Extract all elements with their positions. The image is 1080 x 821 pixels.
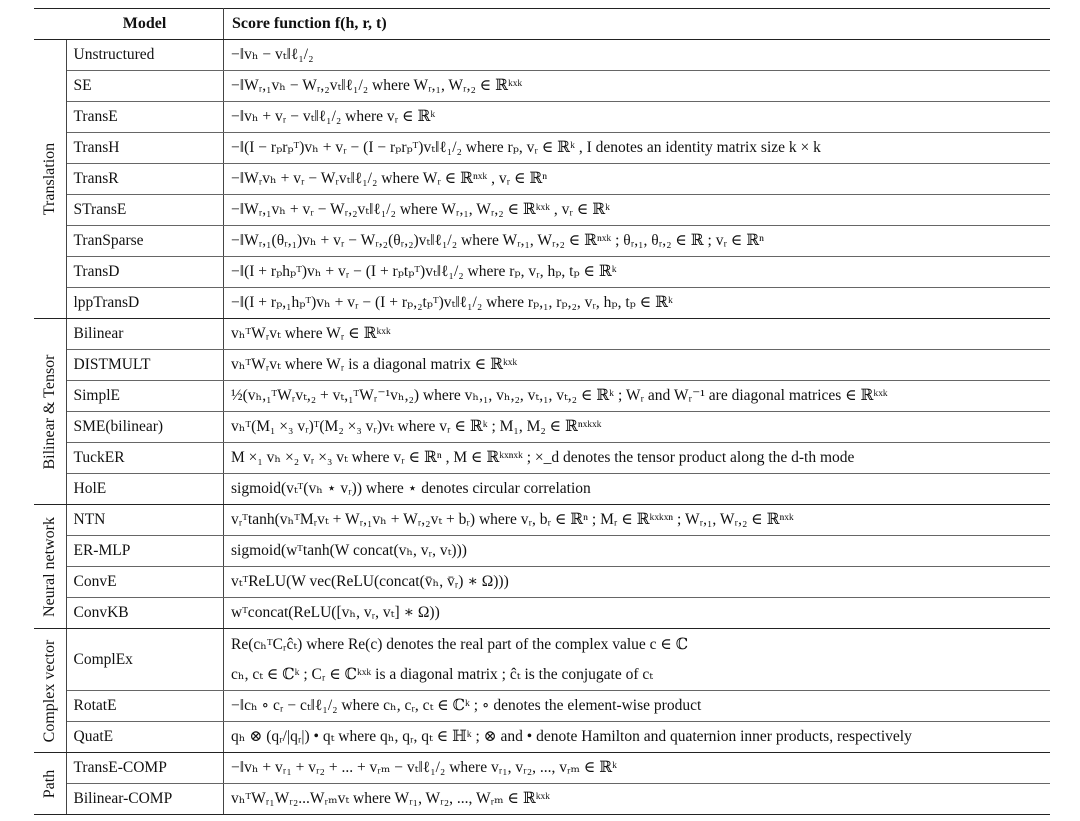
formula-line: −‖(I − rₚrₚᵀ)vₕ + vᵣ − (I − rₚrₚᵀ)vₜ‖ℓ₁/₂ where rₚ, vᵣ ∈ ℝᵏ , I denotes an identity matrix size k × k [231, 139, 821, 156]
model-name: NTN [66, 505, 224, 536]
table-row [34, 474, 1050, 505]
score-function-table [34, 8, 1050, 815]
category-cell [34, 505, 66, 629]
table-row [34, 381, 1050, 412]
score-function [224, 536, 1051, 567]
score-function [224, 722, 1051, 753]
table-row [34, 350, 1050, 381]
table-row [34, 102, 1050, 133]
category-cell [34, 629, 66, 753]
model-name: ConvKB [66, 598, 224, 629]
score-function [224, 784, 1051, 815]
model-name: ComplEx [66, 629, 224, 691]
header-model: Model [66, 9, 224, 40]
table-row [34, 71, 1050, 102]
formula-line: −‖vₕ + vᵣ − vₜ‖ℓ₁/₂ where vᵣ ∈ ℝᵏ [231, 108, 436, 125]
score-function [224, 195, 1051, 226]
model-name: SE [66, 71, 224, 102]
formula-line: vₕᵀWᵣvₜ where Wᵣ is a diagonal matrix ∈ ℝᵏˣᵏ [231, 356, 518, 373]
model-name: TuckER [66, 443, 224, 474]
formula-line: ½(vₕ,₁ᵀWᵣvₜ,₂ + vₜ,₁ᵀWᵣ⁻¹vₕ,₂) where vₕ,₁, vₕ,₂, vₜ,₁, vₜ,₂ ∈ ℝᵏ ; Wᵣ and Wᵣ⁻¹ are diagonal matrices ∈ ℝᵏˣᵏ [231, 387, 888, 404]
model-name: TransE-COMP [66, 753, 224, 784]
formula-line: sigmoid(vₜᵀ(vₕ ⋆ vᵣ)) where ⋆ denotes circular correlation [231, 480, 591, 497]
formula-line: −‖Wᵣ,₁vₕ − Wᵣ,₂vₜ‖ℓ₁/₂ where Wᵣ,₁, Wᵣ,₂ ∈ ℝᵏˣᵏ [231, 77, 523, 94]
model-name: TransH [66, 133, 224, 164]
category-cell [34, 753, 66, 815]
formula-line: vₕᵀ(M₁ ×₃ vᵣ)ᵀ(M₂ ×₃ vᵣ)vₜ where vᵣ ∈ ℝᵏ ; M₁, M₂ ∈ ℝⁿˣᵏˣᵏ [231, 418, 602, 435]
score-function [224, 691, 1051, 722]
score-function [224, 133, 1051, 164]
formula-line: cₕ, cₜ ∈ ℂᵏ ; Cᵣ ∈ ℂᵏˣᵏ is a diagonal matrix ; ĉₜ is the conjugate of cₜ [231, 665, 654, 683]
score-function [224, 753, 1051, 784]
model-name: DISTMULT [66, 350, 224, 381]
score-function [224, 474, 1051, 505]
model-name: HolE [66, 474, 224, 505]
model-name: SimplE [66, 381, 224, 412]
model-name: TransR [66, 164, 224, 195]
score-function [224, 319, 1051, 350]
score-function [224, 598, 1051, 629]
model-name: SME(bilinear) [66, 412, 224, 443]
category-label: Translation [40, 142, 58, 216]
table-row [34, 288, 1050, 319]
table-row [34, 226, 1050, 257]
table-row [34, 164, 1050, 195]
model-name: TranSparse [66, 226, 224, 257]
formula-line: −‖Wᵣ,₁vₕ + vᵣ − Wᵣ,₂vₜ‖ℓ₁/₂ where Wᵣ,₁, Wᵣ,₂ ∈ ℝᵏˣᵏ , vᵣ ∈ ℝᵏ [231, 201, 610, 218]
score-function [224, 567, 1051, 598]
table-row [34, 40, 1050, 71]
model-name: ER-MLP [66, 536, 224, 567]
category-label: Path [40, 769, 58, 798]
score-function [224, 71, 1051, 102]
formula-line: −‖Wᵣvₕ + vᵣ − Wᵣvₜ‖ℓ₁/₂ where Wᵣ ∈ ℝⁿˣᵏ , vᵣ ∈ ℝⁿ [231, 170, 548, 187]
score-function [224, 226, 1051, 257]
model-name: lppTransD [66, 288, 224, 319]
formula-line: −‖Wᵣ,₁(θᵣ,₁)vₕ + vᵣ − Wᵣ,₂(θᵣ,₂)vₜ‖ℓ₁/₂ where Wᵣ,₁, Wᵣ,₂ ∈ ℝⁿˣᵏ ; θᵣ,₁, θᵣ,₂ ∈ ℝ ; vᵣ ∈ ℝⁿ [231, 232, 764, 249]
model-name: RotatE [66, 691, 224, 722]
score-function [224, 412, 1051, 443]
formula-line: vᵣᵀtanh(vₕᵀMᵣvₜ + Wᵣ,₁vₕ + Wᵣ,₂vₜ + bᵣ) where vᵣ, bᵣ ∈ ℝⁿ ; Mᵣ ∈ ℝᵏˣᵏˣⁿ ; Wᵣ,₁, Wᵣ,₂ ∈ ℝⁿˣᵏ [231, 511, 794, 528]
score-function [224, 288, 1051, 319]
table-row [34, 412, 1050, 443]
category-label: Bilinear & Tensor [40, 353, 58, 470]
table-row [34, 629, 1050, 691]
table-row [34, 567, 1050, 598]
table-row [34, 319, 1050, 350]
score-function [224, 629, 1051, 691]
formula-line: M ×₁ vₕ ×₂ vᵣ ×₃ vₜ where vᵣ ∈ ℝⁿ , M ∈ ℝᵏˣⁿˣᵏ ; ×_d denotes the tensor product along the d-th mode [231, 449, 855, 466]
formula-line: vₕᵀWᵣvₜ where Wᵣ ∈ ℝᵏˣᵏ [231, 325, 391, 342]
formula-line: −‖(I + rₚhₚᵀ)vₕ + vᵣ − (I + rₚtₚᵀ)vₜ‖ℓ₁/₂ where rₚ, vᵣ, hₚ, tₚ ∈ ℝᵏ [231, 263, 617, 280]
formula-line: −‖vₕ − vₜ‖ℓ₁/₂ [231, 46, 314, 63]
model-name: TransD [66, 257, 224, 288]
score-function [224, 40, 1051, 71]
score-function [224, 443, 1051, 474]
model-name: Bilinear [66, 319, 224, 350]
category-label: Neural network [40, 516, 58, 617]
score-function [224, 257, 1051, 288]
header-score-function: Score function f(h, r, t) [224, 9, 1051, 40]
formula-line: vₜᵀReLU(W vec(ReLU(concat(v̄ₕ, v̄ᵣ) ∗ Ω))) [231, 573, 509, 590]
table-row [34, 505, 1050, 536]
score-function [224, 164, 1051, 195]
formula-line: −‖(I + rₚ,₁hₚᵀ)vₕ + vᵣ − (I + rₚ,₂tₚᵀ)vₜ‖ℓ₁/₂ where rₚ,₁, rₚ,₂, vᵣ, hₚ, tₚ ∈ ℝᵏ [231, 294, 673, 311]
table-header-row [34, 9, 1050, 40]
formula-line: −‖vₕ + vᵣ₁ + vᵣ₂ + ... + vᵣₘ − vₜ‖ℓ₁/₂ where vᵣ₁, vᵣ₂, ..., vᵣₘ ∈ ℝᵏ [231, 759, 618, 776]
score-function [224, 505, 1051, 536]
formula-line: Re(cₕᵀCᵣĉₜ) where Re(c) denotes the real part of the complex value c ∈ ℂ [231, 635, 689, 653]
score-function [224, 381, 1051, 412]
model-name: ConvE [66, 567, 224, 598]
formula-line: qₕ ⊗ (qᵣ/|qᵣ|) • qₜ where qₕ, qᵣ, qₜ ∈ ℍᵏ ; ⊗ and • denote Hamilton and quaternion inner products, respectively [231, 728, 912, 745]
table-body [34, 40, 1050, 815]
table-row [34, 536, 1050, 567]
model-name: STransE [66, 195, 224, 226]
formula-line: −‖cₕ ∘ cᵣ − cₜ‖ℓ₁/₂ where cₕ, cᵣ, cₜ ∈ ℂᵏ ; ∘ denotes the element-wise product [231, 697, 702, 714]
model-name: TransE [66, 102, 224, 133]
table-row [34, 598, 1050, 629]
category-label: Complex vector [40, 639, 58, 742]
score-function-table-container [34, 8, 1050, 815]
category-cell [34, 40, 66, 319]
model-name: QuatE [66, 722, 224, 753]
model-name: Bilinear-COMP [66, 784, 224, 815]
table-row [34, 195, 1050, 226]
table-row [34, 722, 1050, 753]
table-row [34, 133, 1050, 164]
table-row [34, 691, 1050, 722]
category-cell [34, 319, 66, 505]
header-category-cell [34, 9, 66, 40]
table-row [34, 257, 1050, 288]
table-row [34, 753, 1050, 784]
formula-line: sigmoid(wᵀtanh(W concat(vₕ, vᵣ, vₜ))) [231, 542, 467, 559]
formula-line: wᵀconcat(ReLU([vₕ, vᵣ, vₜ] ∗ Ω)) [231, 604, 440, 621]
table-row [34, 443, 1050, 474]
score-function [224, 350, 1051, 381]
model-name: Unstructured [66, 40, 224, 71]
formula-line: vₕᵀWᵣ₁Wᵣ₂...Wᵣₘvₜ where Wᵣ₁, Wᵣ₂, ..., Wᵣₘ ∈ ℝᵏˣᵏ [231, 790, 551, 807]
score-function [224, 102, 1051, 133]
table-row [34, 784, 1050, 815]
